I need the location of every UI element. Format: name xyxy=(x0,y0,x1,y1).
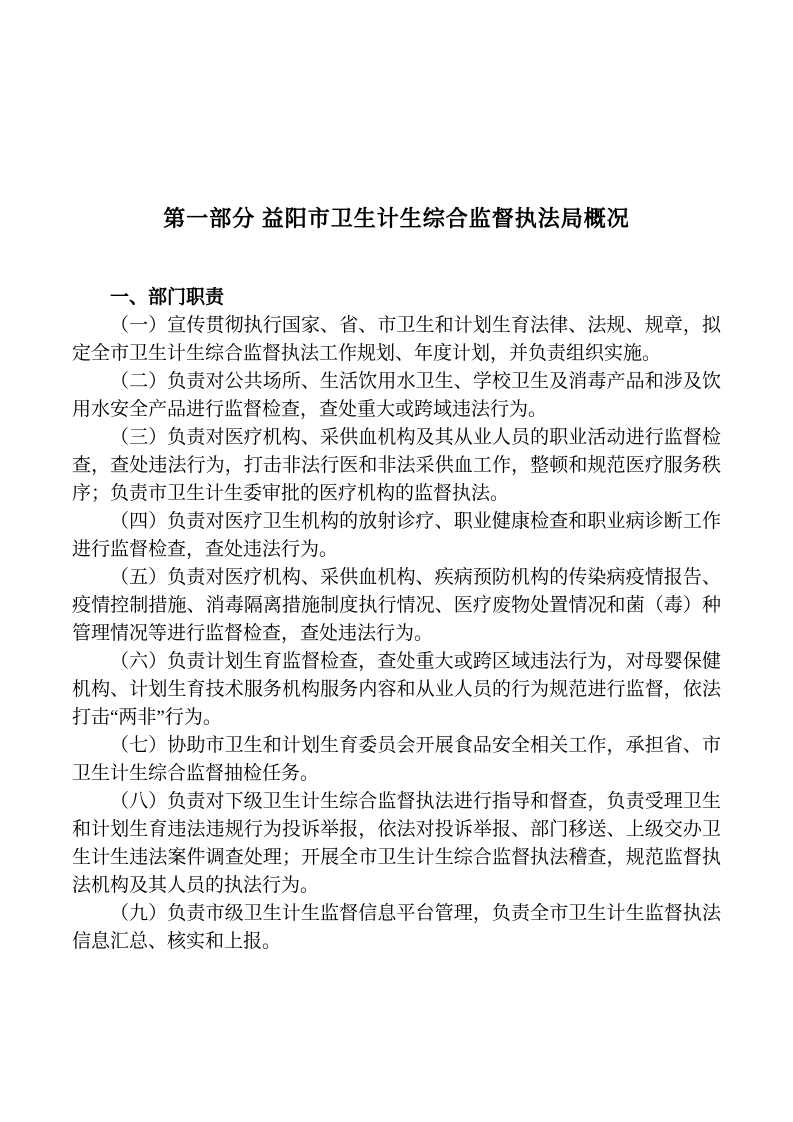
paragraph: （五）负责对医疗机构、采供血机构、疾病预防机构的传染病疫情报告、疫情控制措施、消毒隔离措施制度执行情况、医疗废物处置情况和菌（毒）种管理情况等进行监督检查，查处违法行为。 xyxy=(72,567,721,644)
paragraph: （四）负责对医疗卫生机构的放射诊疗、职业健康检查和职业病诊断工作进行监督检查，查处违法行为。 xyxy=(72,511,721,560)
section-heading: 一、部门职责 xyxy=(110,287,225,308)
paragraph-list xyxy=(72,312,721,956)
paragraph: （八）负责对下级卫生计生综合监督执法进行指导和督查，负责受理卫生和计划生育违法违规行为投诉举报，依法对投诉举报、部门移送、上级交办卫生计生违法案件调查处理；开展全市卫生计生综合监督执法稽查，规范监督执法机构及其人员的执法行为。 xyxy=(72,791,721,896)
paragraph: （七）协助市卫生和计划生育委员会开展食品安全相关工作，承担省、市卫生计生综合监督抽检任务。 xyxy=(72,735,721,784)
paragraph: （一）宣传贯彻执行国家、省、市卫生和计划生育法律、法规、规章，拟定全市卫生计生综合监督执法工作规划、年度计划，并负责组织实施。 xyxy=(72,315,721,364)
paragraph: （九）负责市级卫生计生监督信息平台管理，负责全市卫生计生监督执法信息汇总、核实和上报。 xyxy=(72,903,721,952)
paragraph: （六）负责计划生育监督检查，查处重大或跨区域违法行为，对母婴保健机构、计划生育技术服务机构服务内容和从业人员的行为规范进行监督，依法打击“两非”行为。 xyxy=(72,651,721,728)
paragraph: （三）负责对医疗机构、采供血机构及其从业人员的职业活动进行监督检查，查处违法行为，打击非法行医和非法采供血工作，整顿和规范医疗服务秩序；负责市卫生计生委审批的医疗机构的监督执法。 xyxy=(72,427,721,504)
page-title: 第一部分 益阳市卫生计生综合监督执法局概况 xyxy=(163,206,630,231)
paragraph: （二）负责对公共场所、生活饮用水卫生、学校卫生及消毒产品和涉及饮用水安全产品进行监督检查，查处重大或跨域违法行为。 xyxy=(72,371,721,420)
